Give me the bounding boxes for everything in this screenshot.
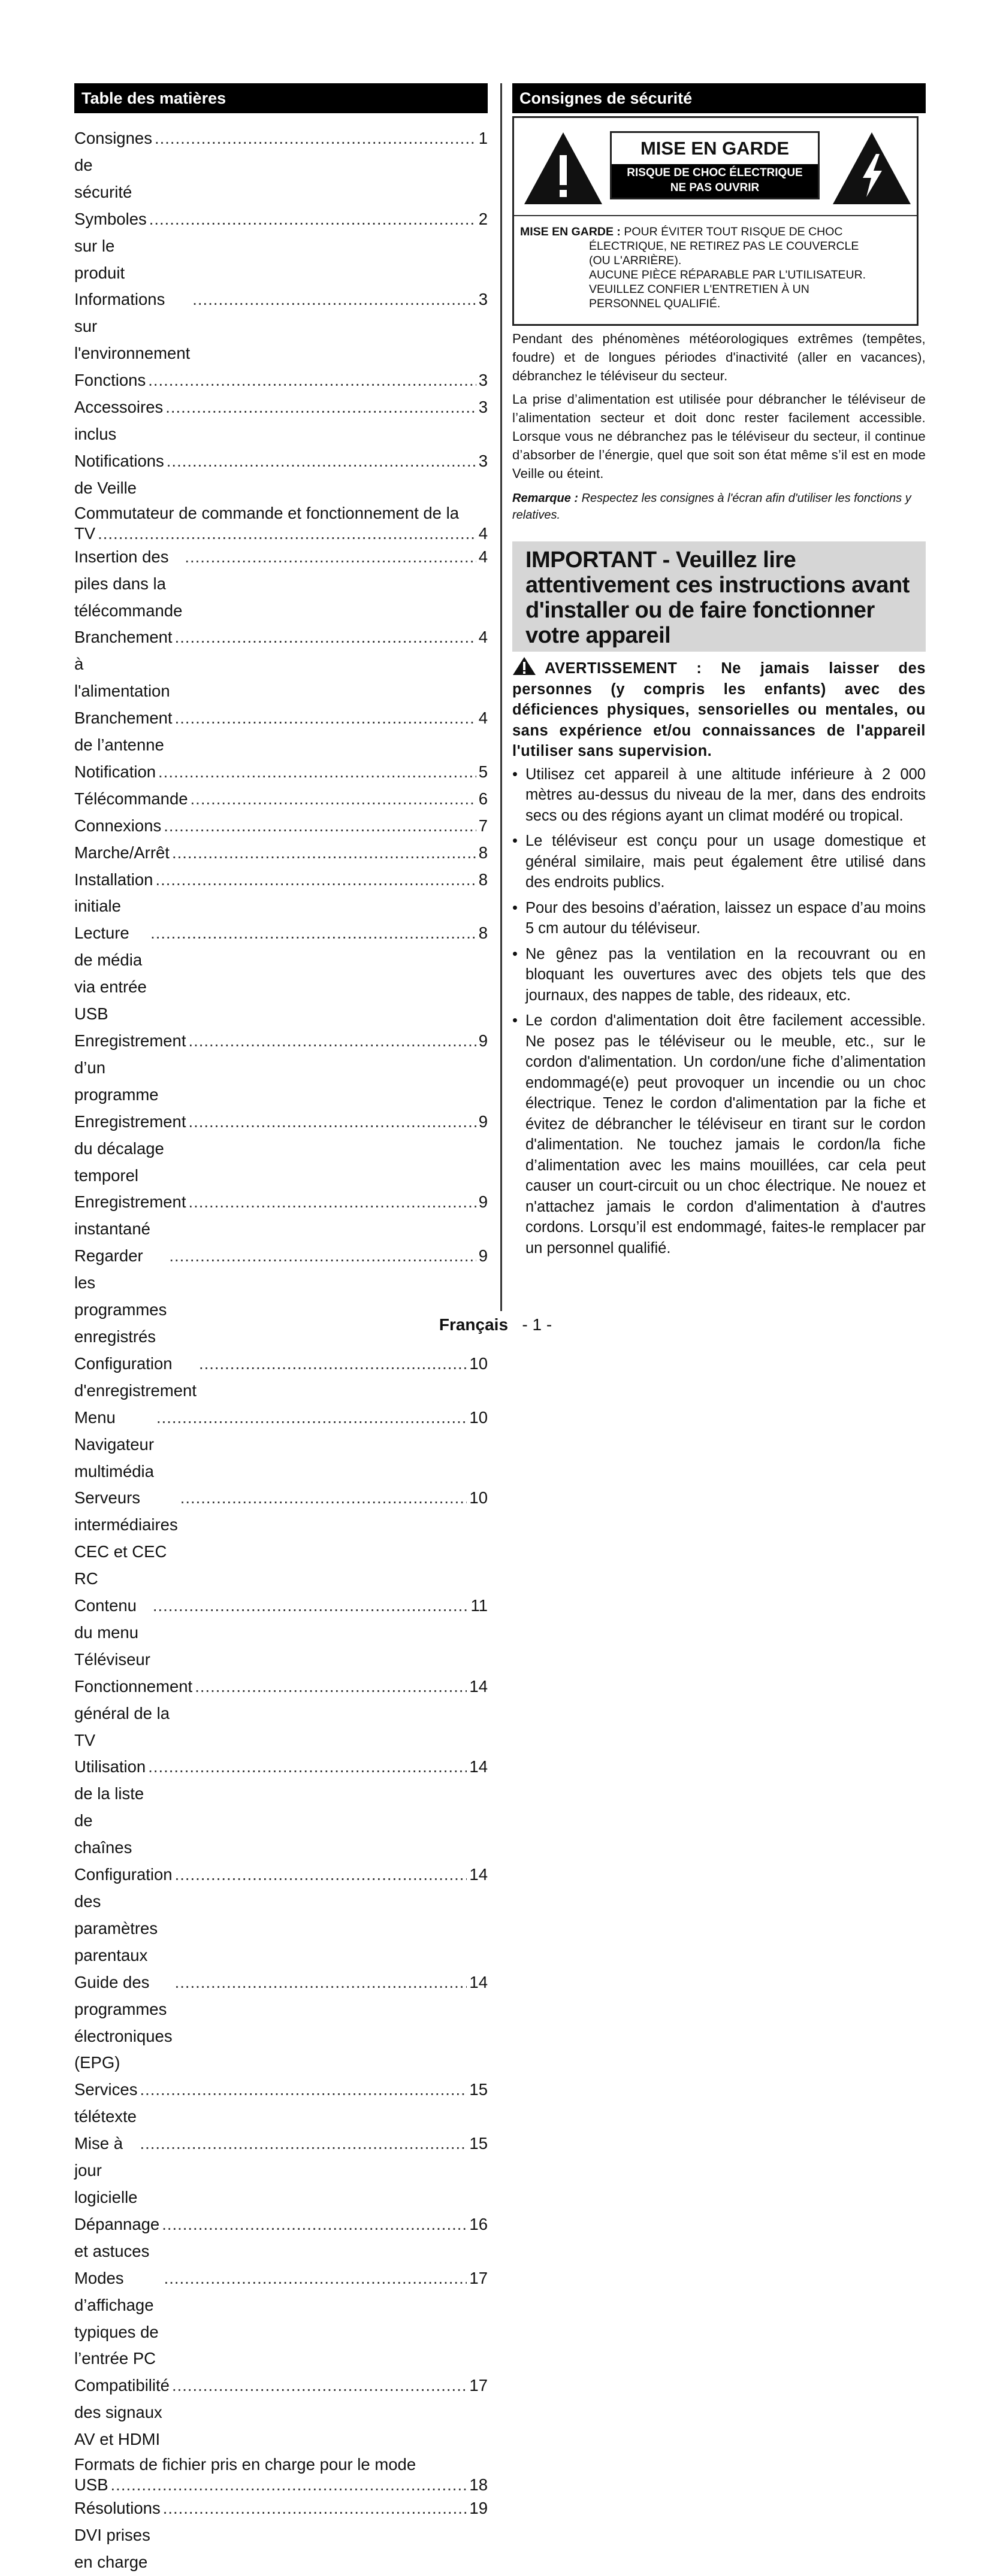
toc-list [74,125,488,2576]
toc-entry-title: Fonctions [74,371,146,390]
toc-leader-dots [164,2265,467,2292]
toc-entry-title: Résolutions DVI prises en charge [74,2499,161,2571]
footer-language: Français [439,1315,509,1334]
safety-heading: Consignes de sécurité [512,83,926,113]
toc-entry [74,448,488,502]
toc-entry [74,1861,488,1969]
toc-heading: Table des matières [74,83,488,113]
toc-entry-title: Informations sur l'environnement [74,290,191,363]
toc-entry [74,2265,488,2373]
toc-page-number: 16 [469,2214,488,2233]
toc-page-number: 10 [469,1407,488,1427]
toc-entry [74,786,488,813]
toc-entry-title: Commutateur de commande et fonctionnement de la [74,503,460,522]
toc-leader-dots [188,1028,476,1055]
toc-page-number: 9 [478,1246,488,1266]
toc-entry-title: Branchement à l'alimentation [74,628,173,701]
toc-leader-dots [153,1593,469,1620]
toc-entry-title: Enregistrement d’un programme [74,1031,186,1104]
toc-entry [74,1189,488,1243]
caution-text-line: ÉLECTRIQUE, NE RETIREZ PAS LE COUVERCLE [589,240,859,253]
toc-leader-dots [195,1673,467,1700]
toc-entry [74,920,488,1028]
toc-leader-dots [148,367,476,394]
toc-leader-dots [156,1404,467,1431]
toc-page-number: 17 [469,2376,488,2395]
exclamation-warning-icon [523,131,603,205]
toc-entry-title: Insertion des piles dans la télécommande [74,547,183,620]
toc-page-number: 4 [478,547,488,566]
toc-page-number: 14 [469,1676,488,1696]
toc-entry [74,394,488,448]
toc-entry [74,759,488,786]
toc-page-number: 19 [469,2499,488,2518]
caution-subtitle-line1: RISQUE DE CHOC ÉLECTRIQUE [627,167,803,179]
warning-icon [512,656,536,676]
toc-leader-dots [148,1754,467,1781]
toc-entry-title: Configuration des paramètres parentaux [74,1865,173,1964]
toc-leader-dots [188,1109,476,1136]
toc-leader-dots [98,523,476,544]
toc-leader-dots [150,920,476,947]
toc-page-number: 4 [478,523,488,543]
toc-leader-dots [175,624,476,651]
toc-entry-title: Symboles sur le produit [74,209,147,282]
footer-page-number: - 1 - [522,1315,552,1334]
safety-bullet-item: • Le téléviseur est conçu pour un usage domestique et général similaire, mais peut également être utilisé dans des endroits publics. [512,831,926,893]
toc-page-number: 14 [469,1757,488,1776]
toc-page-number: 9 [478,1031,488,1050]
toc-entry [74,840,488,867]
toc-entry [74,1969,488,2077]
toc-entry [74,1028,488,1109]
toc-leader-dots [199,1351,467,1378]
toc-entry [74,125,488,206]
toc-entry-title: Consignes de sécurité [74,129,152,201]
note-paragraph [512,490,926,523]
caution-text-line: AUCUNE PIÈCE RÉPARABLE PAR L'UTILISATEUR. [589,268,866,281]
safety-bullet-item: • Pour des besoins d’aération, laissez un espace d’au moins 5 cm autour du téléviseur. [512,898,926,939]
caution-title: MISE EN GARDE [640,138,790,159]
toc-entry [74,2372,488,2453]
safety-bullet-list [512,764,926,1259]
toc-leader-dots [140,2076,467,2103]
toc-page-number: 7 [478,816,488,835]
toc-entry-title: Compatibilité des signaux AV et HDMI [74,2376,170,2449]
caution-text-line: POUR ÉVITER TOUT RISQUE DE CHOC [624,225,843,238]
toc-entry-title: Branchement de l’antenne [74,709,173,755]
toc-page-number: 8 [478,870,488,889]
toc-entry-title: Regarder les programmes enregistrés [74,1246,167,1346]
toc-entry-title: Utilisation de la liste de chaînes [74,1757,146,1857]
toc-entry-title: Modes d’affichage typiques de l’entrée PC [74,2268,159,2368]
toc-page-number: 3 [478,398,488,417]
toc-page-number: 9 [478,1112,488,1131]
toc-entry [74,286,488,367]
toc-page-number: 4 [478,628,488,647]
toc-entry [74,813,488,840]
toc-leader-dots [158,759,476,786]
toc-entry [74,705,488,759]
toc-page-number: 10 [469,1354,488,1373]
caution-box [512,116,919,326]
caution-subtitle-line2: NE PAS OUVRIR [670,181,760,194]
toc-leader-dots [175,1969,467,1996]
toc-entry [74,544,488,625]
important-banner: IMPORTANT - Veuillez lire attentivement ces instructions avant d'installer ou de faire fonctionner votre appareil [512,541,926,652]
safety-bullet-item: • Le cordon d'alimentation doit être facilement accessible. Ne posez pas le téléviseur ou le meuble, etc., sur le cordon d'alimentation. Un cordon/une fiche d’alimentation endommagé(e) peut provoquer un incendie ou un choc électrique. Tenez le cordon d'alimentation par la fiche et évitez de débrancher le téléviseur en tirant sur le cordon d'alimentation. Ne touchez jamais le cordon/la fiche d’alimentation avec les mains mouillées, car cela peut causer un court-circuit ou un choc électrique. Ne nouez et n'attachez jamais le cordon d'alimentation à d'autres cordons. Lorsqu’il est endommagé, faites-le remplacer par un personnel qualifié. [512,1010,926,1258]
toc-entry-title: Enregistrement instantané [74,1192,186,1239]
toc-entry-title: Notifications de Veille [74,451,164,497]
toc-entry [74,367,488,394]
caution-label-box [610,131,820,199]
lightning-warning-icon [832,131,912,205]
toc-entry [74,2453,488,2495]
safety-column [512,83,926,1263]
toc-entry-title: Fonctionnement général de la TV [74,1676,193,1749]
safety-bullet-item: • Ne gênez pas la ventilation en la recouvrant ou en bloquant les ouvertures avec des objets tels que des journaux, des nappes de table, des rideaux, etc. [512,944,926,1006]
toc-entry [74,1673,488,1754]
toc-entry-title: Dépannage et astuces [74,2214,160,2260]
toc-page-number: 14 [469,1972,488,1991]
toc-page-number: 10 [469,1488,488,1508]
caution-text [520,225,916,311]
toc-page-number: 3 [478,451,488,470]
toc-leader-dots [140,2130,467,2157]
toc-entry-title: Mise à jour logicielle [74,2134,138,2206]
toc-entry [74,2130,488,2211]
toc-page-number: 8 [478,843,488,862]
toc-entry [74,1109,488,1189]
toc-page-number: 6 [478,789,488,808]
toc-entry [74,502,488,544]
power-plug-paragraph: La prise d’alimentation est utilisée pour débrancher le téléviseur de l’alimentation secteur et doit donc rester facilement accessible. Lorsque vous ne débranchez pas le téléviseur du secteur, il continue d’absorber de l’énergie, quel que soit son état même s’il est en mode Veille ou éteint. [512,392,926,481]
caution-text-label: MISE EN GARDE : [520,225,621,238]
toc-leader-dots [185,544,476,571]
toc-entry [74,867,488,921]
caution-text-line: VEUILLEZ CONFIER L'ENTRETIEN À UN [589,283,809,296]
toc-entry-title: Connexions [74,816,162,835]
toc-entry-title: Télécommande [74,789,188,808]
note-text: Respectez les consignes à l'écran afin d'utiliser les fonctions y relatives. [512,492,911,522]
toc-entry-title-continued: TV [74,523,96,543]
toc-entry [74,1593,488,1673]
toc-leader-dots [149,206,476,233]
warning-text: AVERTISSEMENT : Ne jamais laisser des personnes (y compris les enfants) avec des déficiences physiques, sensorielles ou mentales, ou sans expérience et/ou connaissances de l'appareil l'utiliser sans supervision. [512,660,926,759]
toc-page-number: 17 [469,2268,488,2287]
toc-leader-dots [175,705,476,732]
toc-entry-title: Menu Navigateur multimédia [74,1407,154,1481]
toc-entry-title: Marche/Arrêt [74,843,170,862]
toc-entry-title: Formats de fichier pris en charge pour le mode [74,2455,416,2474]
toc-page-number: 9 [478,1192,488,1212]
toc-leader-dots [163,2495,467,2522]
toc-entry-title-continued: USB [74,2475,108,2495]
toc-entry [74,1351,488,1404]
toc-entry-title: Lecture de média via entrée USB [74,924,147,1024]
toc-page-number: 15 [469,2080,488,2099]
toc-page-number: 5 [478,762,488,781]
note-label: Remarque : [512,492,579,505]
toc-page-number: 14 [469,1865,488,1884]
toc-page-number: 8 [478,924,488,943]
toc-leader-dots [172,2372,467,2399]
toc-leader-dots [165,394,476,421]
toc-leader-dots [162,2211,467,2238]
toc-entry-title: Notification [74,762,156,781]
toc-page-number: 15 [469,2134,488,2153]
toc-entry [74,1404,488,1485]
toc-leader-dots [111,2475,467,2495]
toc-page-number: 3 [478,371,488,390]
toc-entry-title: Serveurs intermédiaires CEC et CEC RC [74,1488,178,1588]
toc-page-number: 18 [469,2475,488,2495]
toc-entry [74,2076,488,2130]
toc-page-number: 4 [478,709,488,728]
toc-entry-title: Contenu du menu Téléviseur [74,1596,150,1669]
toc-leader-dots [167,448,476,475]
toc-entry-title: Guide des programmes électroniques (EPG) [74,1972,173,2072]
toc-page-number: 1 [478,129,488,147]
toc-page-number: 2 [478,209,488,228]
toc-leader-dots [155,125,476,152]
column-divider [500,83,502,1311]
toc-entry [74,1754,488,1861]
toc-leader-dots [172,840,476,867]
toc-leader-dots [169,1243,476,1270]
toc-leader-dots [155,867,476,894]
page-footer [0,1315,991,1334]
toc-entry-title: Accessoires inclus [74,398,164,443]
toc-entry [74,206,488,287]
weather-paragraph: Pendant des phénomènes météorologiques extrêmes (tempêtes, foudre) et de longues périodes d'inactivité (aller en vacances), débranchez le téléviseur du secteur. [512,331,926,383]
toc-leader-dots [192,286,476,313]
toc-page-number: 11 [470,1596,488,1615]
toc-entry-title: Services télétexte [74,2080,138,2126]
toc-leader-dots [175,1861,467,1888]
toc-leader-dots [188,1189,476,1216]
toc-leader-dots [164,813,476,840]
toc-entry [74,624,488,705]
toc-entry [74,2495,488,2576]
toc-entry-title: Configuration d'enregistrement [74,1354,197,1400]
toc-leader-dots [180,1485,467,1512]
toc-entry [74,1485,488,1593]
toc-leader-dots [191,786,476,813]
toc-page-number: 3 [478,290,488,309]
caution-text-line: PERSONNEL QUALIFIÉ. [589,297,721,310]
caution-divider [514,215,917,216]
warning-paragraph [512,656,926,762]
caution-text-line: (OU L'ARRIÈRE). [589,254,682,267]
safety-bullet-item: • Utilisez cet appareil à une altitude inférieure à 2 000 mètres au-dessus du niveau de la mer, dans des endroits secs ou des régions ayant un climat modéré ou tropical. [512,764,926,827]
caution-subtitle [612,164,818,198]
toc-entry [74,2211,488,2265]
toc-entry-title: Enregistrement du décalage temporel [74,1112,186,1185]
toc-entry-title: Installation initiale [74,870,153,916]
